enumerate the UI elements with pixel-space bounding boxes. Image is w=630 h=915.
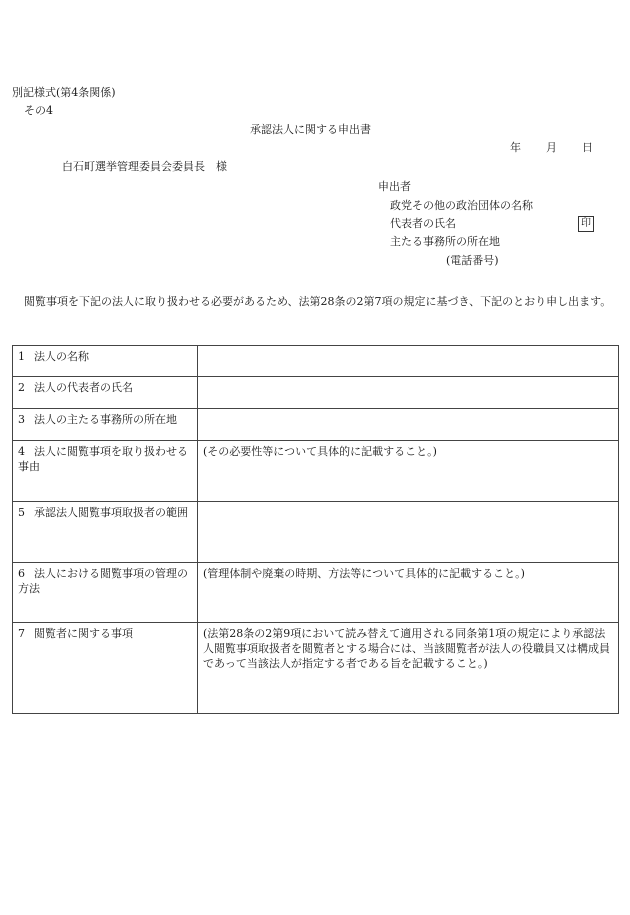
row-label-text: 承認法人閲覧事項取扱者の範囲 [34,506,188,519]
applicant-phone: (電話番号) [446,254,499,267]
date-day: 日 [582,141,593,154]
row-label-text: 法人の代表者の氏名 [34,381,133,394]
form-sub-label: その4 [24,104,53,117]
table-row [13,563,619,623]
row-label-text: 法人に閲覧事項を取り扱わせる事由 [18,445,188,473]
table-row [13,346,619,377]
row-number: 7 [18,627,25,640]
applicant-heading: 申出者 [378,180,411,193]
table-row [13,623,619,714]
row-number: 6 [18,567,25,580]
row-label-text: 閲覧者に関する事項 [34,627,133,640]
row-label-text: 法人の主たる事務所の所在地 [34,413,177,426]
applicant-rep-name: 代表者の氏名 [390,217,456,230]
row-number: 5 [18,506,25,519]
details-table [12,345,619,714]
body-paragraph: 閲覧事項を下記の法人に取り扱わせる必要があるため、法第28条の2第7項の規定に基づき、下記のとおり申し出ます。 [24,295,612,308]
row-number: 3 [18,413,25,426]
row-label [13,502,198,563]
table-row [13,441,619,502]
row-label [13,409,198,441]
row-label [13,563,198,623]
applicant-office-address: 主たる事務所の所在地 [390,235,500,248]
row-value [198,377,619,409]
row-value [198,502,619,563]
document-title: 承認法人に関する申出書 [250,123,371,136]
table-row [13,377,619,409]
date-year: 年 [510,141,521,154]
table-row [13,409,619,441]
row-label [13,346,198,377]
row-number: 4 [18,445,25,458]
row-value [198,346,619,377]
addressee: 白石町選挙管理委員会委員長 様 [62,160,227,173]
row-value: (法第28条の2第9項において読み替えて適用される同条第1項の規定により承認法人閲覧事項取扱者を閲覧者とする場合には、当該閲覧者が法人の役職員又は構成員であって当該法人が指定する者である旨を記載すること。) [198,623,619,714]
row-label [13,377,198,409]
seal-mark: 印 [578,216,594,232]
applicant-org-name: 政党その他の政治団体の名称 [390,199,533,212]
table-row [13,502,619,563]
row-value: (その必要性等について具体的に記載すること。) [198,441,619,502]
row-label [13,441,198,502]
form-label: 別記様式(第4条関係) [12,86,116,99]
row-value: (管理体制や廃棄の時期、方法等について具体的に記載すること。) [198,563,619,623]
row-value [198,409,619,441]
row-label [13,623,198,714]
row-number: 1 [18,350,25,363]
row-label-text: 法人における閲覧事項の管理の方法 [18,567,188,595]
date-month: 月 [546,141,557,154]
row-label-text: 法人の名称 [34,350,89,363]
row-number: 2 [18,381,25,394]
